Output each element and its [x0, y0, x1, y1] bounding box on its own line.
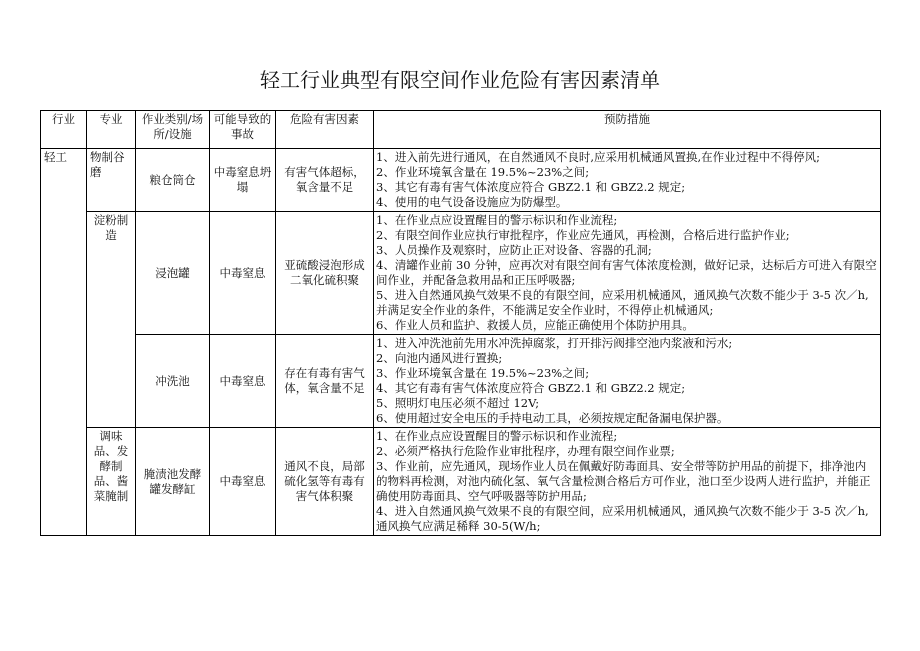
table-row	[41, 335, 881, 428]
measure-item: 3、人员操作及观察时，应防止正对设备、容器的孔洞;	[376, 243, 652, 257]
measures-cell	[374, 428, 881, 536]
measures-cell	[374, 335, 881, 428]
specialty-cell: 调味品、发酵制品、酱菜腌制	[87, 428, 136, 536]
measure-item: 4、其它有毒有害气体浓度应符合 GBZ2.1 和 GBZ2.2 规定;	[376, 381, 686, 395]
header-specialty: 专业	[87, 111, 136, 149]
page-title: 轻工行业典型有限空间作业危险有害因素清单	[260, 68, 660, 92]
table-row	[41, 428, 881, 536]
accident-cell: 中毒窒息	[210, 428, 276, 536]
hazard-cell: 存在有毒有害气体，氧含量不足	[276, 335, 374, 428]
header-industry: 行业	[41, 111, 87, 149]
category-cell: 浸泡罐	[136, 212, 210, 335]
header-row	[41, 111, 881, 149]
hazard-cell: 亚硫酸浸泡形成二氧化硫积聚	[276, 212, 374, 335]
accident-cell: 中毒窒息坍塌	[210, 149, 276, 212]
measure-item: 3、作业前，应先通风，现场作业人员在佩戴好防毒面具、安全带等防护用品的前提下，排净池内的物料再检测，对池内硫化氢、氧气含量检测合格后方可作业，池口至少设两人进行监护，并能正确使用防毒面具、空气呼吸器等防护用品;	[376, 459, 871, 503]
header-hazard: 危险有害因素	[276, 111, 374, 149]
measure-item: 2、作业环境氧含量在 19.5%~23%之间;	[376, 165, 590, 179]
accident-cell: 中毒窒息	[210, 212, 276, 335]
measure-item: 2、向池内通风进行置换;	[376, 351, 503, 365]
measure-item: 4、清罐作业前 30 分钟，应再次对有限空间有害气体浓度检测，做好记录，达标后方可进入有限空间作业，并配备急救用品和正压呼吸器;	[376, 258, 877, 287]
hazard-cell: 通风不良，局部硫化氢等有毒有害气体积聚	[276, 428, 374, 536]
hazard-table	[40, 110, 881, 536]
measure-item: 3、作业环境氧含量在 19.5%~23%之间;	[376, 366, 590, 380]
measure-item: 2、必须严格执行危险作业审批程序，办理有限空间作业票;	[376, 444, 675, 458]
specialty-cell: 物制谷磨	[87, 149, 136, 212]
table-row	[41, 212, 881, 335]
table-row	[41, 149, 881, 212]
measures-cell	[374, 149, 881, 212]
header-accident: 可能导致的事故	[210, 111, 276, 149]
measure-item: 1、进入冲洗池前先用水冲洗掉腐浆，打开排污阀排空池内浆液和污水;	[376, 336, 733, 350]
measure-item: 4、使用的电气设备设施应为防爆型。	[376, 195, 568, 209]
measures-cell	[374, 212, 881, 335]
measure-item: 4、进入自然通风换气效果不良的有限空间，应采用机械通风，通风换气次数不能少于 3-5 次／h,通风换气应满足稀释 30-5(W/h;	[376, 504, 869, 533]
header-measures: 预防措施	[374, 111, 881, 149]
measure-item: 2、有限空间作业应执行审批程序，作业应先通风，再检测，合格后进行监护作业;	[376, 228, 790, 242]
measure-item: 1、在作业点应设置醒目的警示标识和作业流程;	[376, 213, 618, 227]
measure-item: 5、照明灯电压必须不超过 12V;	[376, 396, 540, 410]
measure-item: 3、其它有毒有害气体浓度应符合 GBZ2.1 和 GBZ2.2 规定;	[376, 180, 686, 194]
header-category: 作业类别/场所/设施	[136, 111, 210, 149]
hazard-cell: 有害气体超标，氧含量不足	[276, 149, 374, 212]
category-cell: 冲洗池	[136, 335, 210, 428]
measure-item: 1、在作业点应设置醒目的警示标识和作业流程;	[376, 429, 618, 443]
specialty-cell: 淀粉制造	[87, 212, 136, 428]
measure-item: 1、进入前先进行通风，在自然通风不良时,应采用机械通风置换,在作业过程中不得停风;	[376, 150, 820, 164]
measure-item: 6、作业人员和监护、救援人员，应能正确使用个体防护用具。	[376, 318, 694, 332]
measure-item: 5、进入自然通风换气效果不良的有限空间，应采用机械通风，通风换气次数不能少于 3-5 次／h,并满足安全作业的条件，不能满足安全作业时，不得停止机械通风;	[376, 288, 869, 317]
industry-cell: 轻工	[41, 149, 87, 536]
category-cell: 粮仓筒仓	[136, 149, 210, 212]
category-cell: 腌渍池发酵罐发酵缸	[136, 428, 210, 536]
accident-cell: 中毒窒息	[210, 335, 276, 428]
measure-item: 6、使用超过安全电压的手持电动工具，必须按规定配备漏电保护器。	[376, 411, 729, 425]
